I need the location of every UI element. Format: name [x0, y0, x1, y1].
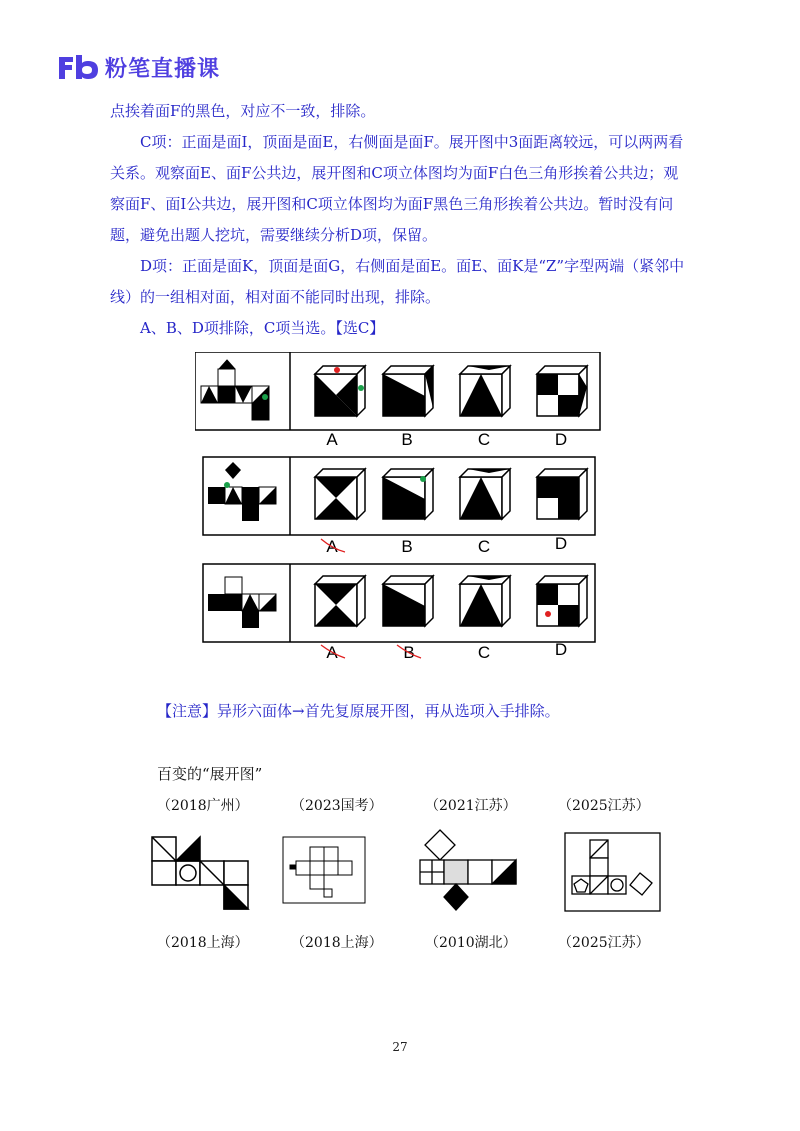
- row2-label-d: D: [554, 534, 568, 553]
- paragraph-1: 点挨着面F的黑色，对应不一致，排除。: [110, 102, 376, 120]
- net-example-3: [420, 830, 516, 910]
- option-d-cube: [537, 366, 587, 416]
- row1-label-b: B: [401, 430, 413, 449]
- net-example-4: [565, 833, 660, 911]
- net-example-1: [152, 837, 248, 909]
- caption-bottom-4: （2025江苏）: [558, 935, 650, 951]
- net-examples-figure: [150, 825, 670, 920]
- fb-logo-icon: [57, 53, 101, 81]
- row3-label-c: C: [477, 643, 491, 662]
- row-3: [203, 564, 595, 642]
- brand-text: 粉笔直播课: [105, 56, 221, 82]
- row3-label-d: D: [554, 640, 568, 659]
- net-example-2: [283, 837, 365, 903]
- row2-label-b: B: [401, 537, 413, 556]
- page-number: 27: [392, 1040, 408, 1054]
- row2-label-c: C: [477, 537, 491, 556]
- net-1: [201, 360, 269, 420]
- caption-bottom-3: （2010湖北）: [425, 935, 517, 951]
- option-c-cube: [460, 366, 510, 416]
- row-1: [195, 352, 600, 430]
- row3-label-a: A: [326, 643, 338, 662]
- header-logo: [57, 52, 220, 82]
- caption-top-2: （2023国考）: [291, 798, 383, 814]
- option-a-cube: [315, 366, 365, 416]
- note-text: 异形六面体→首先复原展开图，再从选项入手排除。: [217, 702, 560, 720]
- paragraph-c: C项：正面是面I，顶面是面E，右侧面是面F。展开图中3面距离较远，可以两两看关系。观察面E、面F公共边，展开图和C项立体图均为面F白色三角形挨着公共边；观察面F、面I公共边，展开图和C项立体图均为面F黑色三角形挨着公共边。暂时没有问题，避免出题人挖坑，需要继续分析D项，保留。: [110, 133, 684, 244]
- row2-label-a: A: [326, 537, 338, 556]
- row1-label-a: A: [326, 430, 338, 449]
- note-line: [157, 700, 560, 721]
- row3-label-b: B: [403, 643, 415, 662]
- paragraph-answer: A、B、D项排除，C项当选。【选C】: [140, 319, 385, 337]
- row1-label-d: D: [554, 430, 568, 449]
- caption-top-4: （2025江苏）: [558, 798, 650, 814]
- cube-analysis-figure: [195, 352, 605, 664]
- paragraph-d: D项：正面是面K，顶面是面G，右侧面是面E。面E、面K是“Z”字型两端（紧邻中线）的一组相对面，相对面不能同时出现，排除。: [110, 257, 685, 306]
- caption-top-3: （2021江苏）: [425, 798, 517, 814]
- option-b-cube: [383, 366, 433, 416]
- caption-top-1: （2018广州）: [157, 798, 249, 814]
- section-title: 百变的“展开图”: [157, 765, 263, 783]
- note-tag: 【注意】: [157, 702, 218, 720]
- caption-bottom-2: （2018上海）: [291, 935, 383, 951]
- caption-bottom-1: （2018上海）: [157, 935, 249, 951]
- row1-label-c: C: [477, 430, 491, 449]
- row-2: [203, 457, 595, 535]
